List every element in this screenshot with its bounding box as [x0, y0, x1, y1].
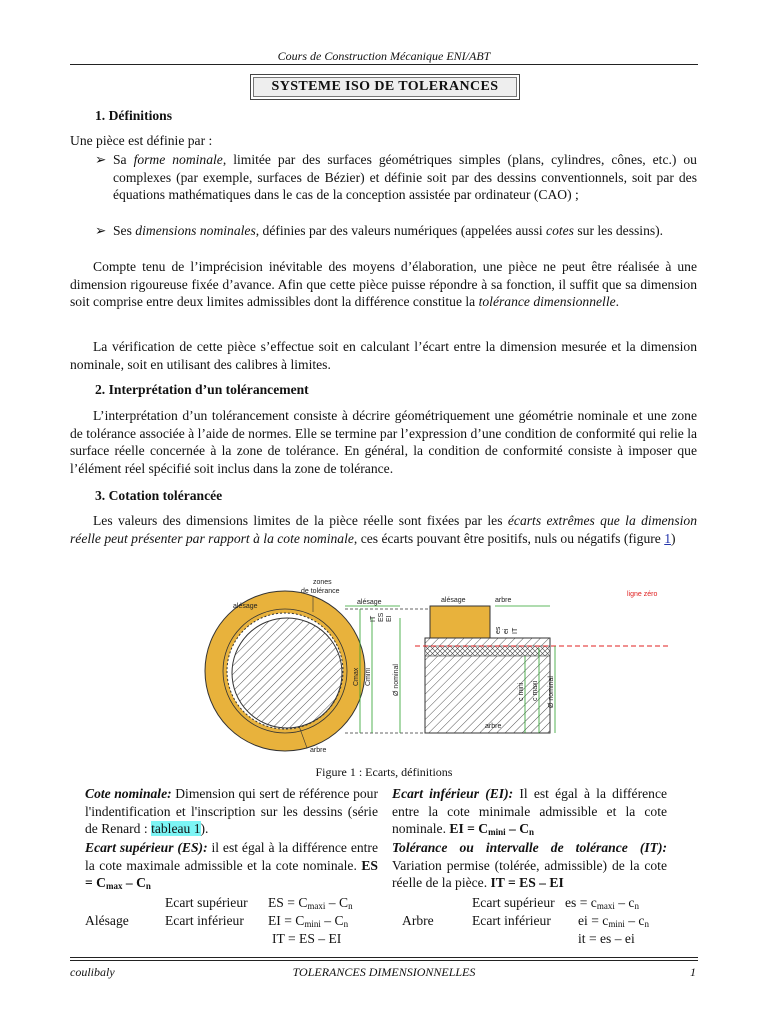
- section-3-heading: 3. Cotation tolérancée: [95, 488, 223, 503]
- bullet-forme-nominale: Sa forme nominale, limitée par des surfaces géométriques simples (plans, cylindres, cônes, etc.) ou complexes (par exemple, surfaces de Bézier) et définie soit par des dessins conventionnels, soit par des équations mathématiques dans le cas de la conception assistée par ordinateur (CAO) ;: [113, 152, 697, 202]
- footer-rule: [70, 957, 698, 958]
- paragraph-cotation: Les valeurs des dimensions limites de la pièce réelle sont fixées par les écarts extrêmes que la dimension réelle peut présenter par rapport à la cote nominale, ces écarts pouvant être positifs, nuls ou négatifs (figure 1): [70, 513, 698, 546]
- svg-text:Ø nominal: Ø nominal: [548, 676, 555, 708]
- svg-text:ligne zéro: ligne zéro: [627, 591, 658, 598]
- footer-author: coulibaly: [70, 965, 115, 979]
- svg-text:c mini: c mini: [518, 682, 525, 701]
- svg-text:de tolérance: de tolérance: [301, 588, 340, 595]
- svg-text:zones: zones: [313, 579, 332, 586]
- page-title: SYSTEME ISO DE TOLERANCES: [250, 74, 520, 100]
- arbre-es-formula: es = $c_{maxi} - c_n$: [565, 895, 639, 911]
- svg-text:alésage: alésage: [441, 597, 466, 604]
- svg-text:Cmax: Cmax: [353, 667, 360, 686]
- alesage-es-label: Ecart supérieur: [165, 895, 248, 910]
- bullet-arrow-icon: ➢: [95, 223, 107, 238]
- section-1-intro: Une pièce est définie par :: [70, 133, 213, 148]
- arbre-label: Arbre: [402, 913, 434, 928]
- svg-text:alésage: alésage: [357, 599, 382, 606]
- svg-text:arbre: arbre: [495, 597, 512, 604]
- alesage-label: Alésage: [85, 913, 129, 928]
- page-number: 1: [690, 965, 696, 979]
- figure-caption: Figure 1 : Ecarts, définitions: [315, 765, 453, 779]
- arbre-ei-formula: ei = $c_{mini} - c_n$: [578, 913, 649, 929]
- header-rule: [70, 64, 698, 65]
- bullet-arrow-icon: ➢: [95, 152, 107, 167]
- figure-ecarts: [195, 576, 675, 756]
- svg-text:alésage: alésage: [233, 603, 258, 610]
- alesage-es-formula: ES = $C_{maxi} - C_n$: [268, 895, 353, 911]
- svg-text:IT: IT: [370, 615, 377, 622]
- def-intervalle-tolerance: Tolérance ou intervalle de tolérance (IT): Variation permise (tolérée, admissible) de la cote réelle de la pièce. IT = ES – EI: [392, 840, 667, 890]
- paragraph-interpretation: L’interprétation d’un tolérancement consiste à décrire géométriquement une géométrie nominale et une zone de tolérance associée à l’aide de normes. Elle se termine par l’expression d’une condition de conformité qui relie la surface réelle concernée à la zone de tolérance. En général, la condition de conformité consiste à imposer que l’élément réel spécifié soit inclus dans la zone de tolérance.: [70, 408, 697, 476]
- svg-text:c maxi: c maxi: [532, 680, 539, 701]
- arbre-ei-label: Ecart inférieur: [472, 913, 551, 928]
- paragraph-verification: La vérification de cette pièce s’effectue soit en calculant l’écart entre la dimension mesurée et la dimension nominale, soit en utilisant des calibres à limites.: [70, 339, 697, 372]
- svg-text:ei: ei: [503, 628, 510, 634]
- svg-text:ES: ES: [378, 612, 385, 622]
- def-cote-nominale: Cote nominale: Dimension qui sert de référence pour l'indentification et l'inscription sur les dessins (série de Renard : tableau 1).: [85, 786, 379, 836]
- alesage-ei-formula: EI = $C_{mini} - C_n$: [268, 913, 349, 929]
- paragraph-imprecision: Compte tenu de l’imprécision inévitable des moyens d’élaboration, une pièce ne peut être réalisée à une dimension rigoureuse fixée d’avance. Afin que cette pièce puisse répondre à sa fonction, il suffit que sa dimension soit comprise entre deux limites admissibles dont la différence constitue la tolérance dimensionnelle.: [70, 259, 697, 309]
- alesage-ei-label: Ecart inférieur: [165, 913, 244, 928]
- svg-text:es: es: [495, 626, 502, 634]
- section-2-heading: 2. Interprétation d’un tolérancement: [95, 382, 309, 397]
- svg-text:Ø nominal: Ø nominal: [393, 664, 400, 696]
- svg-text:arbre: arbre: [485, 723, 502, 730]
- def-ecart-superieur: Ecart supérieur (ES): il est égal à la différence entre la cote maximale admissible et la cote nominale. ES = $C_{max} - C_n$: [85, 840, 378, 891]
- figure-1-link[interactable]: 1: [664, 530, 672, 546]
- running-header: Cours de Construction Mécanique ENI/ABT: [277, 49, 491, 63]
- footer-title: TOLERANCES DIMENSIONNELLES: [292, 965, 476, 979]
- def-ecart-inferieur: Ecart inférieur (EI): Il est égal à la différence entre la cote minimale admissible et la cote nominale. EI = $C_{mini} - C_n$: [392, 786, 668, 837]
- footer-rule-double: [70, 960, 698, 961]
- svg-text:IT: IT: [512, 627, 519, 634]
- alesage-it-formula: IT = ES – EI: [272, 931, 342, 946]
- svg-text:EI: EI: [386, 615, 393, 622]
- tableau-1-link[interactable]: tableau 1: [151, 821, 201, 836]
- svg-text:Cmini: Cmini: [365, 668, 372, 686]
- arbre-it-formula: it = es – ei: [578, 931, 635, 946]
- svg-text:arbre: arbre: [310, 747, 327, 754]
- arbre-es-label: Ecart supérieur: [472, 895, 555, 910]
- arbre-shaft: [232, 618, 342, 728]
- bullet-dimensions-nominales: Ses dimensions nominales, définies par des valeurs numériques (appelées aussi cotes sur les dessins).: [113, 223, 664, 238]
- section-1-heading: 1. Définitions: [95, 108, 173, 123]
